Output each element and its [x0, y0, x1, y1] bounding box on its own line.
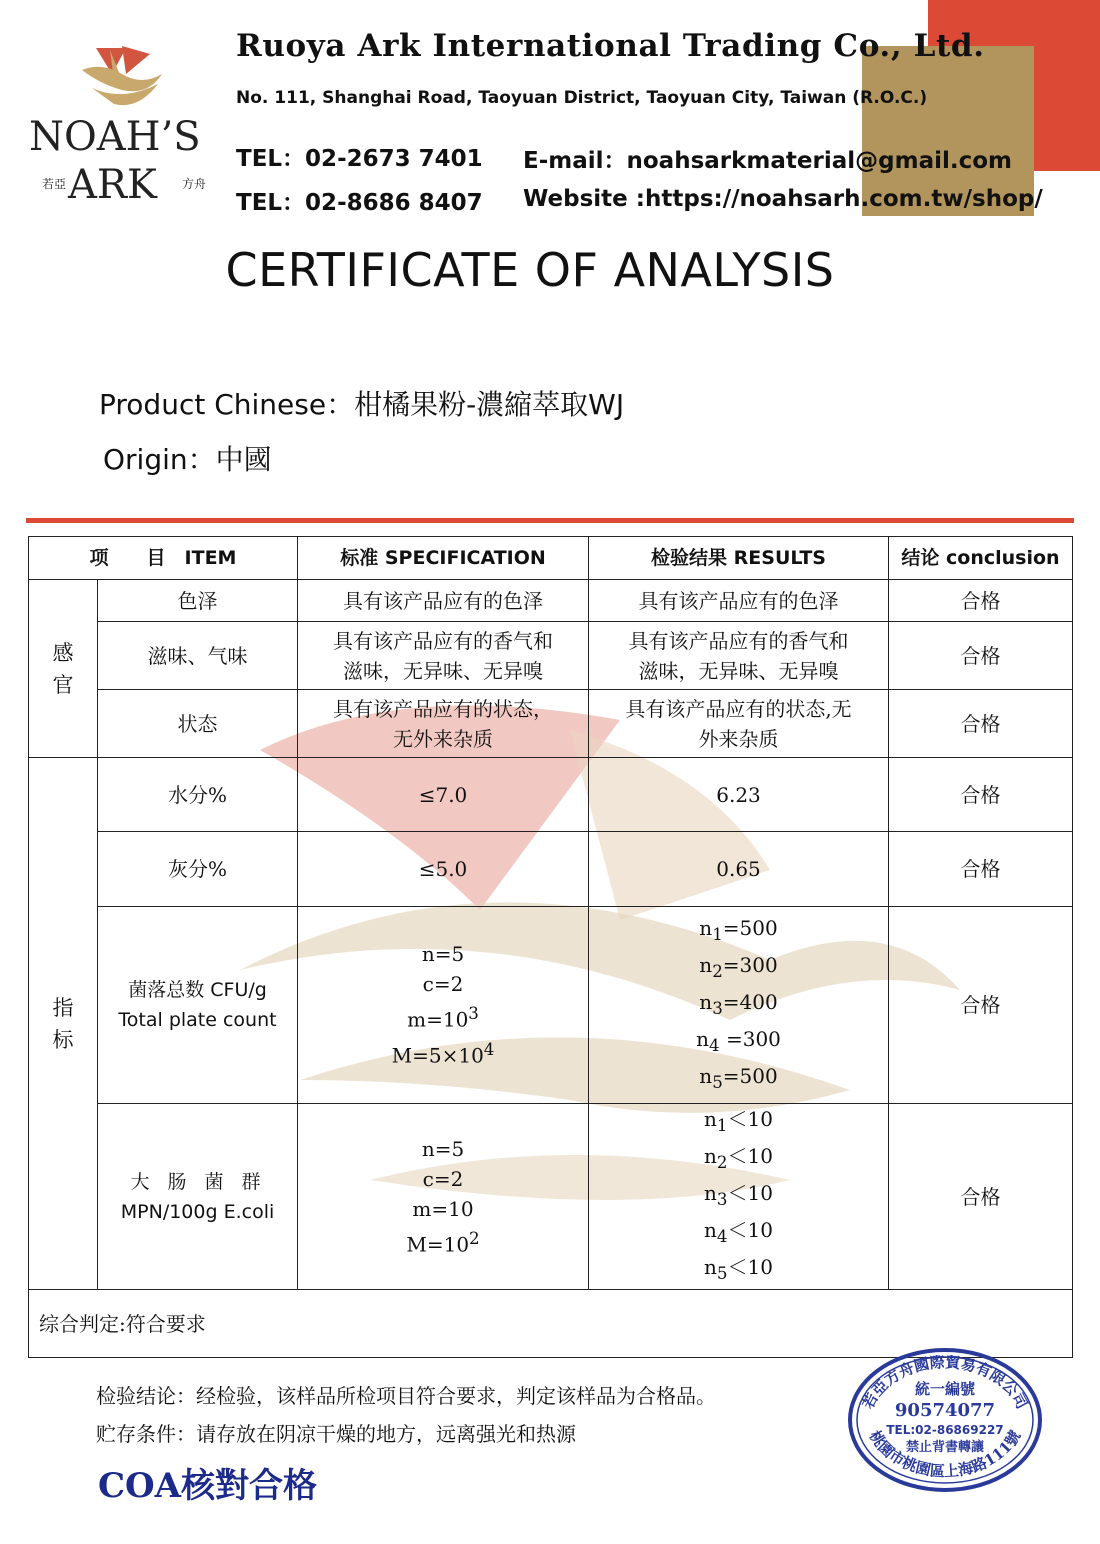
table-row — [29, 907, 1073, 1104]
header-results: 检验结果 RESULTS — [589, 537, 889, 580]
spec-line: n=5 — [421, 942, 465, 967]
email: E-mail：noahsarkmaterial@gmail.com — [523, 148, 1012, 174]
company-logo — [22, 40, 222, 210]
result-line: $n_3<10$ — [704, 1181, 773, 1209]
seal-number: 90574077 — [894, 1400, 996, 1421]
result-line: $n_4 =300$ — [696, 1026, 781, 1055]
company-seal — [846, 1346, 1044, 1494]
result-cell: 具有该产品应有的色泽 — [589, 580, 889, 622]
result-line: $n_2=300$ — [699, 952, 778, 981]
header-rule — [26, 518, 1074, 523]
result-line: $n_1=500$ — [699, 915, 778, 944]
product-name: Product Chinese：柑橘果粉-濃縮萃取WJ — [99, 388, 625, 421]
result-cell: 具有该产品应有的状态,无 外来杂质 — [589, 690, 889, 758]
conclusion-cell: 合格 — [889, 832, 1073, 907]
result-line: $n_5=500$ — [699, 1063, 778, 1092]
conclusion-cell: 合格 — [889, 690, 1073, 758]
logo-cn-right: 方舟 — [182, 177, 207, 191]
table-row — [29, 580, 1073, 622]
result-line: $n_4<10$ — [704, 1218, 773, 1246]
result-cell: 6.23 — [589, 758, 889, 832]
result-cell: 0.65 — [589, 832, 889, 907]
company-name: Ruoya Ark International Trading Co., Ltd. — [236, 28, 985, 64]
seal-bottom-text: 桃園市桃園區上海路111號 — [865, 1427, 1025, 1481]
logo-cn-left: 若亞 — [42, 177, 67, 191]
table-row — [29, 690, 1073, 758]
spec-line: c=2 — [422, 972, 464, 997]
spec-cell — [298, 1104, 589, 1290]
document-title: CERTIFICATE OF ANALYSIS — [225, 243, 835, 297]
result-cell: 具有该产品应有的香气和 滋味，无异味、无异嗅 — [589, 622, 889, 690]
inspection-conclusion: 检验结论：经检验，该样品所检项目符合要求，判定该样品为合格品。 — [96, 1384, 716, 1408]
item-cell — [98, 907, 298, 1104]
seal-label: 統一編號 — [914, 1380, 976, 1398]
conclusion-cell: 合格 — [889, 907, 1073, 1104]
storage-conditions: 贮存条件：请存放在阴凉干燥的地方，远离强光和热源 — [96, 1422, 576, 1446]
table-row — [29, 832, 1073, 907]
header-item: 项 目 ITEM — [29, 537, 298, 580]
spec-line: $M=10^2$ — [406, 1228, 480, 1257]
item-cell: 状态 — [98, 690, 298, 758]
result-line: $n_5<10$ — [704, 1255, 773, 1283]
table-row — [29, 1104, 1073, 1290]
table-header-row — [29, 537, 1073, 580]
spec-line: $M=5\times 10^4$ — [391, 1040, 495, 1068]
spec-cell: ≤5.0 — [298, 832, 589, 907]
result-cell — [589, 1104, 889, 1290]
coa-approved-stamp-text: COA核對合格 — [98, 1466, 318, 1506]
result-line: $n_3=400$ — [699, 989, 778, 1018]
item-en: Total plate count — [118, 1009, 277, 1031]
result-cell — [589, 907, 889, 1104]
header-spec: 标准 SPECIFICATION — [298, 537, 589, 580]
conclusion-cell: 合格 — [889, 622, 1073, 690]
spec-cell: ≤7.0 — [298, 758, 589, 832]
item-cell: 水分% — [98, 758, 298, 832]
item-cell: 灰分% — [98, 832, 298, 907]
group-label-sensory: 感 官 — [29, 580, 98, 758]
conclusion-cell: 合格 — [889, 580, 1073, 622]
item-cell: 色泽 — [98, 580, 298, 622]
seal-tel: TEL:02-86869227 — [886, 1423, 1004, 1437]
tel-1: TEL：02-2673 7401 — [236, 146, 483, 172]
company-address: No. 111, Shanghai Road, Taoyuan District, Taoyuan City, Taiwan (R.O.C.) — [236, 88, 928, 108]
result-line: $n_2<10$ — [704, 1144, 773, 1172]
item-en: MPN/100g E.coli — [120, 1200, 275, 1223]
website: Website :https://noahsarh.com.tw/shop/ — [523, 186, 1043, 212]
conclusion-cell: 合格 — [889, 1104, 1073, 1290]
spec-line: n=5 — [421, 1136, 465, 1161]
spec-line: m=10 — [412, 1196, 474, 1221]
analysis-table — [28, 536, 1073, 1358]
group-label-index: 指 标 — [29, 758, 98, 1290]
spec-cell: 具有该产品应有的状态， 无外来杂质 — [298, 690, 589, 758]
seal-top-text: 若亞方舟國際貿易有限公司 — [858, 1353, 1032, 1412]
item-cell — [98, 1104, 298, 1290]
origin: Origin：中國 — [103, 443, 272, 476]
table-row — [29, 622, 1073, 690]
item-cn: 大肠菌群 — [130, 1170, 279, 1193]
header-conclusion: 结论 conclusion — [889, 537, 1073, 580]
item-cn: 菌落总数 CFU/g — [128, 979, 267, 1001]
spec-line: c=2 — [422, 1166, 464, 1191]
tel-2: TEL：02-8686 8407 — [236, 190, 483, 216]
spec-cell: 具有该产品应有的香气和 滋味，无异味、无异嗅 — [298, 622, 589, 690]
logo-ark-text: ARK — [68, 162, 157, 208]
result-line: $n_1<10$ — [704, 1107, 773, 1135]
logo-noahs-text: NOAH’S — [29, 114, 201, 160]
spec-cell: 具有该产品应有的色泽 — [298, 580, 589, 622]
spec-line: $m=10^3$ — [407, 1004, 479, 1032]
overall-judgement: 综合判定:符合要求 — [29, 1290, 1073, 1358]
seal-warning: 禁止背書轉讓 — [905, 1440, 985, 1455]
table-row — [29, 758, 1073, 832]
conclusion-cell: 合格 — [889, 758, 1073, 832]
spec-cell — [298, 907, 589, 1104]
item-cell: 滋味、气味 — [98, 622, 298, 690]
